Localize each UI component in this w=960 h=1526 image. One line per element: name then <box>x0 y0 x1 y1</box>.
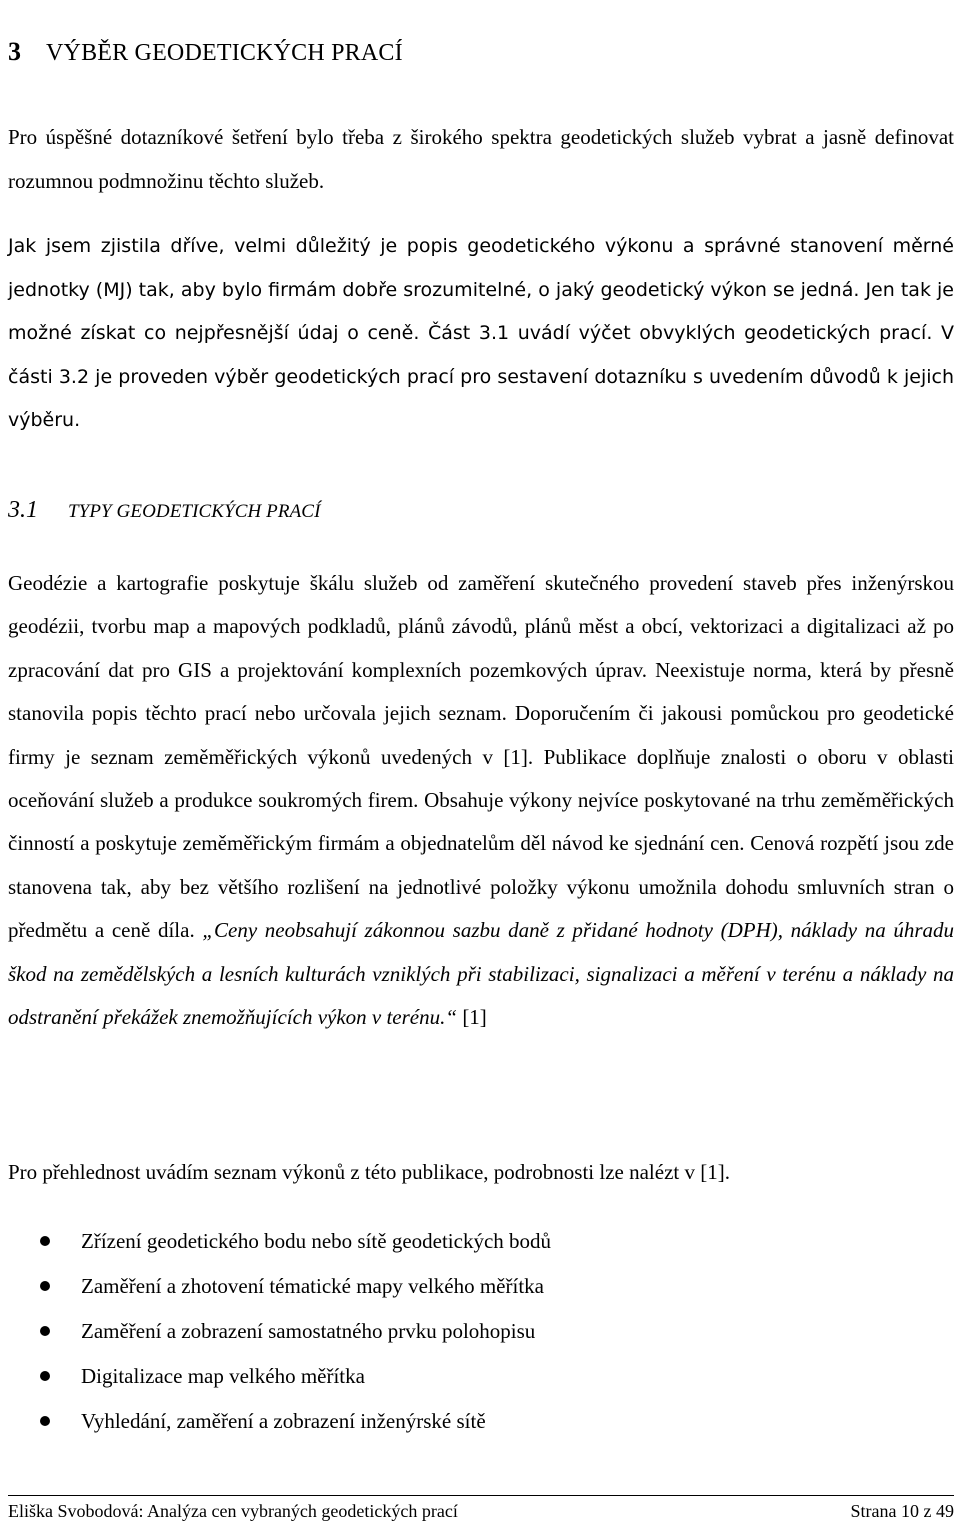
services-list <box>8 1220 551 1445</box>
list-item-text: Digitalizace map velkého měřítka <box>81 1364 365 1388</box>
main-paragraph <box>8 562 954 1039</box>
list-intro: Pro přehlednost uvádím seznam výkonů z této publikace, podrobnosti lze nalézt v [1]. <box>8 1160 730 1184</box>
bullet-icon <box>40 1281 50 1291</box>
main-paragraph-text: Geodézie a kartografie poskytuje škálu služeb od zaměření skutečného provedení staveb přes inženýrskou geodézii, tvorbu map a mapových podkladů, plánů závodů, plánů měst a obcí, vektorizaci a digitalizaci až po zpracování dat pro GIS a projektování komplexních pozemkových úprav. Neexistuje norma, která by přesně stanovila popis těchto prací nebo určovala jejich seznam. Doporučením či jakousi pomůckou pro geodetické firmy je seznam zeměměřických výkonů uvedených v [1]. Publikace doplňuje znalosti o oboru v oblasti oceňování služeb a produkce soukromých firem. Obsahuje výkony nejvíce poskytované na trhu zeměměřických činností a poskytuje zeměměřickým firmám a objednatelům děl návod ke sjednání cen. Cenová rozpětí jsou zde stanovena tak, aby bez většího rozlišení na jednotlivé položky výkonu umožnila dohodu smluvních stran o předmětu a ceně díla. <box>8 571 954 943</box>
bullet-icon <box>40 1236 50 1246</box>
subsection-number: 3.1 <box>8 497 38 523</box>
list-item-text: Zřízení geodetického bodu nebo sítě geodetických bodů <box>81 1229 552 1253</box>
citation-quote: „Ceny neobsahují zákonnou sazbu daně z přidané hodnoty (DPH), náklady na úhradu škod na zemědělských a lesních kulturách vzniklých při stabilizaci, signalizaci a měření v terénu a náklady na odstranění překážek znemožňujících výkon v terénu.“ <box>8 918 954 1030</box>
intro-paragraph-2: Jak jsem zjistila dříve, velmi důležitý je popis geodetického výkonu a správné stanovení měrné jednotky (MJ) tak, aby bylo firmám dobře srozumitelné, o jaký geodetický výkon se jedná. Jen tak je možné získat co nejpřesnější údaj o ceně. Část 3.1 uvádí výčet obvyklých geodetických prací. V části 3.2 je proveden výběr geodetických prací pro sestavení dotazníku s uvedením důvodů k jejich výběru. <box>8 235 954 431</box>
intro-paragraph-1: Pro úspěšné dotazníkové šetření bylo třeba z širokého spektra geodetických služeb vybrat a jasně definovat rozumnou podmnožinu těchto služeb. <box>8 125 954 193</box>
document-page <box>8 0 954 1526</box>
page-footer <box>8 1497 954 1525</box>
list-item <box>8 1400 551 1445</box>
bullet-icon <box>40 1416 50 1426</box>
bullet-icon <box>40 1326 50 1336</box>
list-item <box>8 1265 551 1310</box>
section-number: 3 <box>8 37 21 66</box>
footer-page-number: Strana 10 z 49 <box>850 1501 954 1521</box>
bullet-icon <box>40 1371 50 1381</box>
list-item <box>8 1220 551 1265</box>
citation-reference: [1] <box>457 1005 487 1030</box>
section-title: VÝBĚR GEODETICKÝCH PRACÍ <box>46 40 403 66</box>
footer-author-title: Eliška Svobodová: Analýza cen vybraných geodetických prací <box>8 1501 458 1521</box>
list-item-text: Zaměření a zhotovení tématické mapy velkého měřítka <box>81 1274 544 1298</box>
list-item-text: Zaměření a zobrazení samostatného prvku polohopisu <box>81 1319 536 1343</box>
subsection-heading <box>8 490 321 532</box>
list-item <box>8 1310 551 1355</box>
list-item <box>8 1355 551 1400</box>
footer-divider <box>8 1495 954 1496</box>
subsection-title: TYPY GEODETICKÝCH PRACÍ <box>68 501 321 522</box>
section-heading <box>8 32 403 73</box>
list-item-text: Vyhledání, zaměření a zobrazení inženýrské sítě <box>81 1409 486 1433</box>
